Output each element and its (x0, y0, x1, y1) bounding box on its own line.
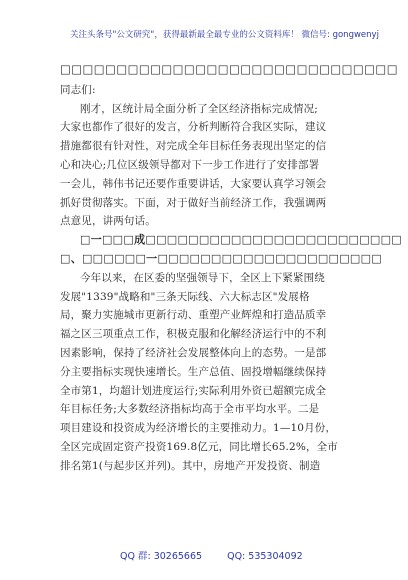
header-note: 关注头条号"公文研究"，获得最新最全最专业的公文资料库！ 微信号: gongwenyj (70, 30, 379, 40)
paragraph-line: 排名第1(与起步区并列)。其中，房地产开发投资、制造 (60, 459, 321, 472)
paragraph-line: 全区完成固定资产投资169.8亿元，同比增长65.2%，全市 (60, 440, 338, 453)
paragraph-line: 全市第1，均超计划进度运行;实际利用外资已超额完成全 (60, 384, 327, 397)
heading-line: □、□□□□□□一□□□□□□□□□□□□□□□□□□□□□ (60, 251, 383, 265)
paragraph-line: 一会儿，韩伟书记还要作重要讲话，大家要认真学习领会 (60, 177, 327, 190)
paragraph-line: 年目标任务;大多数经济指标均高于全市平均水平。二是 (60, 403, 320, 416)
paragraph-line: 福之区三项重点工作，积极克服和化解经济运行中的不利 (60, 328, 327, 341)
paragraph-1 (60, 100, 360, 232)
document-body (60, 60, 403, 476)
footer-qq-group: QQ 群: 30265665 (120, 551, 203, 562)
heading-line: □一□□□成□□□□□□□□□□□□□□□□□□□□□□□□ (80, 233, 403, 247)
salutation: 同志们: (60, 83, 96, 96)
section-heading (60, 231, 403, 269)
paragraph-line: 抓好贯彻落实。下面，对于做好当前经济工作，我强调两 (60, 196, 327, 209)
paragraph-line: 大家也都作了很好的发言，分析判断符合我区实际，建议 (60, 121, 327, 134)
paragraph-line: 项目建设和投资成为经济增长的主要推动力。1—10月份， (60, 422, 337, 435)
paragraph-line: 今年以来，在区委的坚强领导下，全区上下紧紧围绕 (80, 271, 325, 284)
footer (120, 548, 320, 562)
paragraph-2 (60, 269, 360, 476)
paragraph-line: 措施都很有针对性，对完成全年目标任务表现出坚定的信 (60, 140, 327, 153)
paragraph-line: 发展"1339"战略和"三条天际线、六大标志区"发展格 (60, 290, 310, 303)
paragraph-line: 因素影响，保持了经济社会发展整体向上的态势。一是部 (60, 346, 327, 359)
footer-qq: QQ: 535304092 (227, 551, 303, 562)
paragraph-line: 分主要指标实现快速增长。生产总值、固投增幅继续保持 (60, 365, 327, 378)
document-title: □□□□□□□□□□□□□□□□□□□□□□□□□□□□□□ (60, 62, 398, 76)
paragraph-line: 局，聚力实施城市更新行动、重塑产业辉煌和打造品质幸 (60, 309, 327, 322)
paragraph-line: 点意见，讲两句话。 (60, 215, 156, 228)
paragraph-line: 刚才，区统计局全面分析了全区经济指标完成情况; (80, 102, 318, 115)
paragraph-line: 心和决心;几位区级领导都对下一步工作进行了安排部署 (60, 158, 320, 171)
